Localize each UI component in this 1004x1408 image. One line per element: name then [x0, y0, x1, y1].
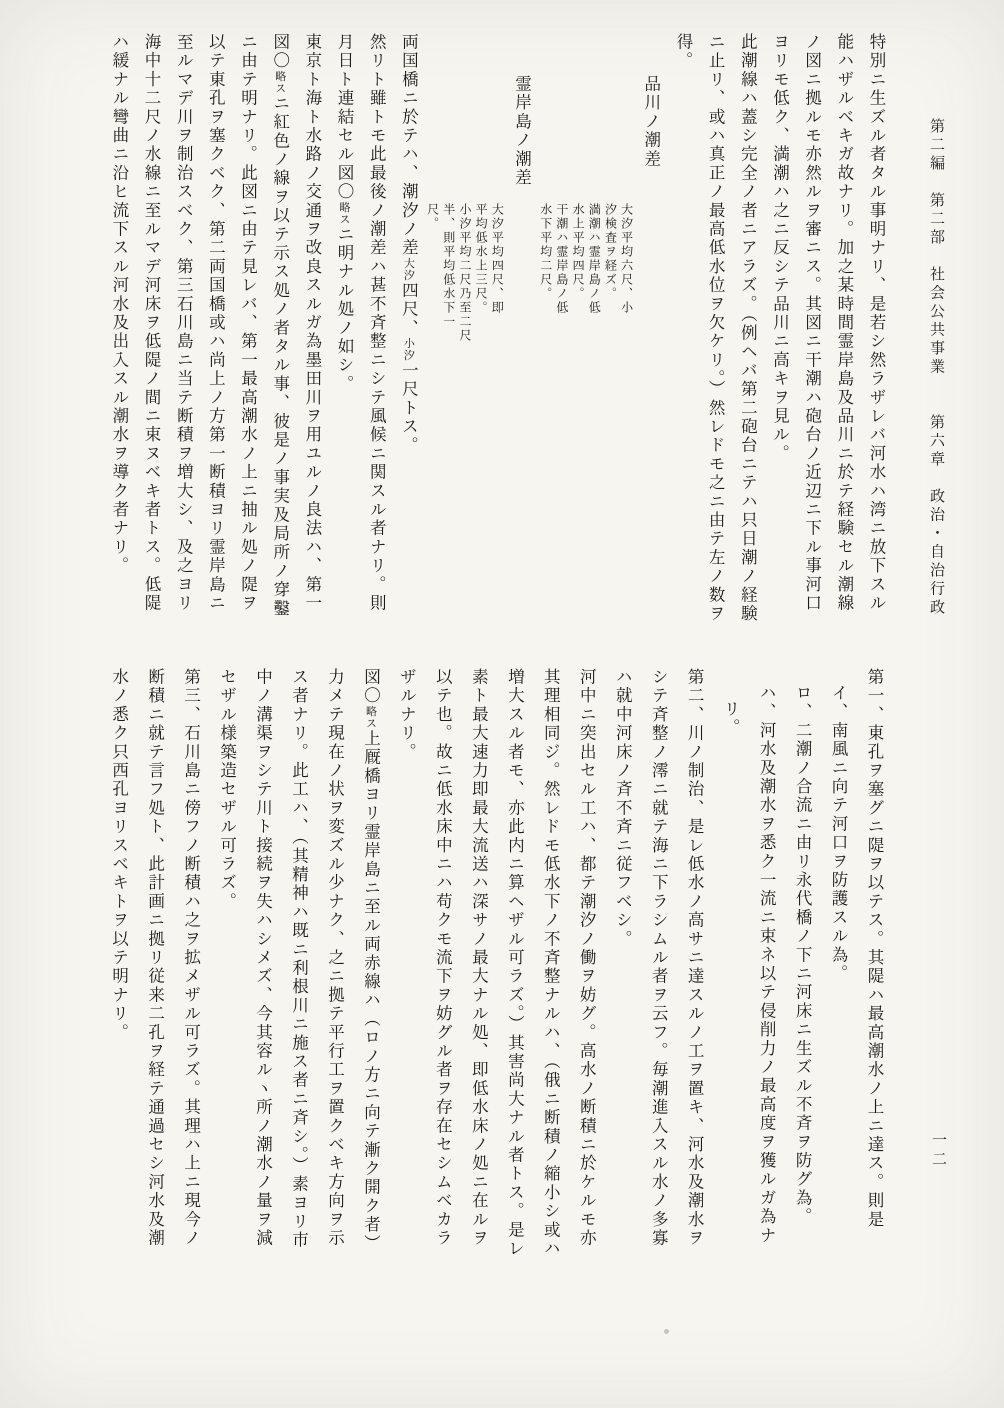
list-item: ロ、二潮ノ合流ニ由リ永代橋ノ下ニ河床ニ生ズル不斉ヲ防グ為。 [793, 684, 813, 1227]
text-segment: 図〇 [270, 33, 290, 71]
text-line: 海中十二尺ノ水線ニ至ルマデ河床ヲ低隄ノ間ニ束ヌベキ者トス。低隄 [142, 33, 162, 613]
text-line: セザル様築造セザル可ラズ。 [217, 668, 237, 912]
list-item: イ、南風ニ向テ河口ヲ防護スル為。 [829, 684, 849, 984]
text-line: シテ斉整ノ澪ニ就テ海ニ下ラシムル者ヲ云フ。毎潮進入スル水ノ多寡 [649, 668, 669, 1248]
list-item: ハ、河水及潮水ヲ悉ク一流ニ束ネ以テ侵削力ノ最高度ヲ獲ルガ為ナ [757, 684, 777, 1245]
text-line: 此潮線ハ蓋シ完全ノ者ニアラズ。（例ヘバ第二砲台ニテハ只日潮ノ経験 [738, 33, 758, 624]
text-line: 能ハザルベキガ故ナリ。加之某時間霊岸島及品川ニ於テ経験セル潮線 [834, 33, 854, 613]
page-number: 一二 [930, 1132, 946, 1170]
text-line: 第二、川ノ制治、是レ低水ノ高サニ達スルノ工ヲ置キ、河水及潮水ヲ [685, 668, 705, 1248]
scan-speck [664, 1329, 669, 1334]
text-line: 特別ニ生ズル者タル事明ナリ、是若シ然ラザレバ河水ハ湾ニ放下スル [867, 33, 886, 613]
section-heading: 品川ノ潮差 [641, 75, 661, 169]
text-line: 第三、石川島ニ傍フノ断積ハ之ヲ拡メザル可ラズ。其理ハ上ニ現今ノ [181, 668, 201, 1248]
text-segment: 上厩橋ヨリ霊岸島ニ至ル両赤線ハ（ロノ方ニ向テ漸ク開ク者） [361, 729, 381, 1254]
text-line: 中ノ溝渠ヲシテ川ト接続ヲ失ハシメズ、今其容ルヽ所ノ潮水ノ量ヲ減 [253, 668, 273, 1248]
text-segment: 一尺トス。 [399, 361, 419, 456]
text-line: 力メテ現在ノ状ヲ変ズル少ナク、之ニ拠テ平行工ヲ置クベキ方向ヲ示 [325, 668, 345, 1248]
top-text-block [103, 33, 892, 649]
text-segment: 月日ト連結セル図〇 [335, 33, 355, 202]
figure-omitted-note: 略ス [364, 705, 377, 730]
text-line: ハ緩ナル彎曲ニ沿ヒ流下スル河水及出入スル潮水ヲ導ク者ナリ。 [109, 33, 129, 576]
text-line: 至ルマデ川ヲ制治スベク、第三石川島ニ当テ断積ヲ増大シ、及之ヨリ [174, 33, 194, 613]
text-segment: ニ明ナル処ノ如シ。 [335, 225, 355, 394]
text-line: 其理相同ジ。然レドモ低水下ノ不斉整ナルハ、（俄ニ断積ノ縮小シ或ハ [541, 668, 561, 1259]
text-line: 以テ也。故ニ低水床中ニハ苟クモ流下ヲ妨グル者ヲ存在セシムベカラ [433, 668, 453, 1248]
tide-data-line: 満潮ハ霊岸島ノ低水上平均四尺。 [571, 203, 602, 315]
text-line: ヨリモ低ク、満潮ハ之ニ反シテ品川ニ高キヲ見ル。 [770, 33, 790, 464]
text-line: 東京ト海ト水路ノ交通ヲ改良スルガ為墨田川ヲ用ユルノ良法ハ、第一 [302, 33, 322, 613]
tide-data-line: 小汐平均二尺乃至二尺半、則平均低水下一尺。 [425, 203, 472, 343]
text-segment: 四尺、 [399, 281, 419, 338]
text-line: 以テ東孔ヲ塞クベク、第二両国橋或ハ尚上ノ方第一断積ヨリ霊岸島ニ [206, 33, 226, 613]
text-line [264, 33, 296, 649]
figure-omitted-note: 略ス [273, 70, 286, 95]
text-line: ニ由テ明ナリ。此図ニ由テ見レバ、第一最高潮水ノ上ニ抽ル処ノ隄ヲ [238, 33, 258, 613]
text-segment: ニ紅色ノ線ヲ以テ示ス処ノ者タル事、彼是ノ事実及局所ノ穿鑿 [270, 94, 290, 619]
text-line: 増大スル者モ、亦此内ニ算ヘザル可ラズ。）其害尚大ナル者トス。是レ [505, 668, 525, 1259]
text-line: ノ図ニ拠ルモ亦然ルヲ審ニス。其図ニ干潮ハ砲台ノ近辺ニ下ル事河口 [802, 33, 822, 613]
text-line: 河中ニ突出セル工ハ、都テ潮汐ノ働ヲ妨グ。高水ノ断積ニ於ケルモ亦 [577, 668, 597, 1248]
tide-data-line: 大汐平均四尺、即平均低水上三尺。 [474, 203, 505, 315]
text-line: ハ就中河床ノ斉不斉ニ従フベシ。 [613, 668, 633, 949]
text-line: 断積ニ就テ言フ処ト、此計画ニ拠リ従来二孔ヲ経テ通過セシ河水及潮 [145, 668, 165, 1248]
text-segment: 図〇 [361, 668, 381, 706]
text-segment: 両国橋ニ於テハ、潮汐ノ差 [399, 33, 419, 258]
figure-omitted-note: 略ス [338, 201, 351, 226]
bottom-text-block [101, 668, 892, 1368]
running-head: 第二編 第二部 社会公共事業 第六章 政治・自治行政 [928, 118, 944, 618]
text-line [392, 33, 424, 649]
tide-data-line: 大汐平均六尺、小汐検査ヲ経ズ。 [603, 203, 634, 315]
text-line [352, 668, 388, 1368]
inline-note: 大汐 [402, 257, 415, 282]
text-line: 然リト雖トモ此最後ノ潮差ハ甚不斉整ニシテ風候ニ関スル者ナリ。則 [367, 33, 387, 613]
text-line [328, 33, 360, 649]
text-line: ニ止リ、或ハ真正ノ最高低水位ヲ欠ケリ。）然レドモ之ニ由テ左ノ数ヲ [706, 33, 726, 624]
section-heading: 霊岸島ノ潮差 [512, 75, 532, 188]
text-line: ザルナリ。 [397, 668, 417, 762]
inline-note: 小汐 [402, 337, 415, 362]
text-line: 得。 [673, 33, 693, 71]
text-line: ス者ナリ。此工ハ、（其精神ハ既ニ利根川ニ施ス者ニ斉シ。）素ヨリ市 [289, 668, 309, 1250]
text-line: 第一、東孔ヲ塞グニ隄ヲ以テス。其隄ハ最高潮水ノ上ニ達ス。則是 [865, 668, 884, 1229]
tide-data-line: 干潮ハ霊岸島ノ低水下平均二尺。 [538, 203, 569, 315]
text-line: 素ト最大速力即最大流送ハ深サノ最大ナル処、即低水床ノ処ニ在ルヲ [469, 668, 489, 1248]
text-line: 水ノ悉ク只西孔ヨリスベキトヲ以テ明ナリ。 [109, 668, 129, 1042]
list-item-continuation: リ。 [721, 700, 741, 738]
